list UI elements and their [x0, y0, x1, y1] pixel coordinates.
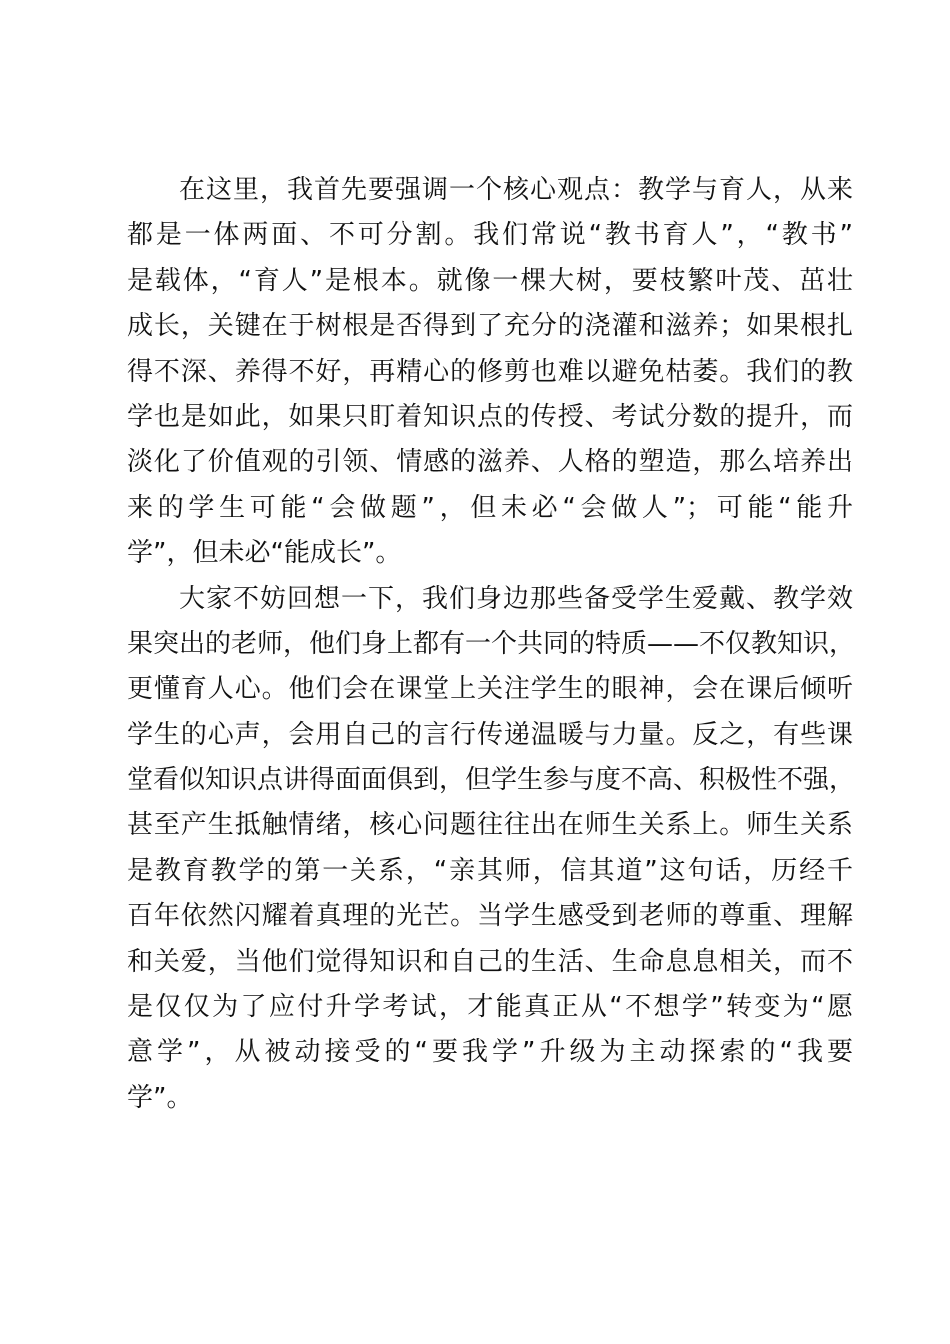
paragraph-2-line-1: 大家不妨回想一下，我们身边那些备受学生爱戴、教学效	[179, 583, 853, 614]
paragraph-1-line-2: 都是一体两面、不可分割。我们常说“教书育人”，“教书”	[127, 220, 853, 251]
paragraph-2-line-10: 是仅仅为了应付升学考试，才能真正从“不想学”转变为“愿	[127, 992, 853, 1023]
body-text	[127, 168, 856, 1121]
paragraph-2-line-12: 学”。	[127, 1082, 193, 1113]
paragraph-2-line-6: 甚至产生抵触情绪，核心问题往往出在师生关系上。师生关系	[127, 810, 853, 841]
paragraph-2-line-7: 是教育教学的第一关系，“亲其师，信其道”这句话，历经千	[127, 855, 853, 886]
paragraph-2-line-2: 果突出的老师，他们身上都有一个共同的特质——不仅教知识，	[127, 628, 856, 659]
paragraph-1-line-7: 淡化了价值观的引领、情感的滋养、人格的塑造，那么培养出	[127, 447, 853, 478]
paragraph-2-line-9: 和关爱，当他们觉得知识和自己的生活、生命息息相关，而不	[127, 946, 853, 977]
paragraph-2-line-4: 学生的心声，会用自己的言行传递温暖与力量。反之，有些课	[127, 719, 853, 750]
paragraph-1-line-9: 学”，但未必“能成长”。	[127, 538, 402, 569]
paragraph-2-line-8: 百年依然闪耀着真理的光芒。当学生感受到老师的尊重、理解	[127, 901, 853, 932]
paragraph-1-line-1: 在这里，我首先要强调一个核心观点：教学与育人，从来	[179, 175, 853, 205]
paragraph-2-line-3: 更懂育人心。他们会在课堂上关注学生的眼神，会在课后倾听	[127, 674, 853, 705]
paragraph-2-line-5: 堂看似知识点讲得面面俱到，但学生参与度不高、积极性不强，	[127, 765, 856, 796]
paragraph-1-line-5: 得不深、养得不好，再精心的修剪也难以避免枯萎。我们的教	[127, 356, 853, 387]
paragraph-2-line-11: 意学”，从被动接受的“要我学”升级为主动探索的“我要	[127, 1037, 853, 1068]
paragraph-1-line-4: 成长，关键在于树根是否得到了充分的浇灌和滋养；如果根扎	[127, 311, 853, 342]
paragraph-1-line-6: 学也是如此，如果只盯着知识点的传授、考试分数的提升，而	[127, 401, 853, 432]
paragraph-1-line-8: 来的学生可能“会做题”，但未必“会做人”；可能“能升	[127, 492, 853, 523]
paragraph-1-line-3: 是载体，“育人”是根本。就像一棵大树，要枝繁叶茂、茁壮	[127, 265, 853, 296]
